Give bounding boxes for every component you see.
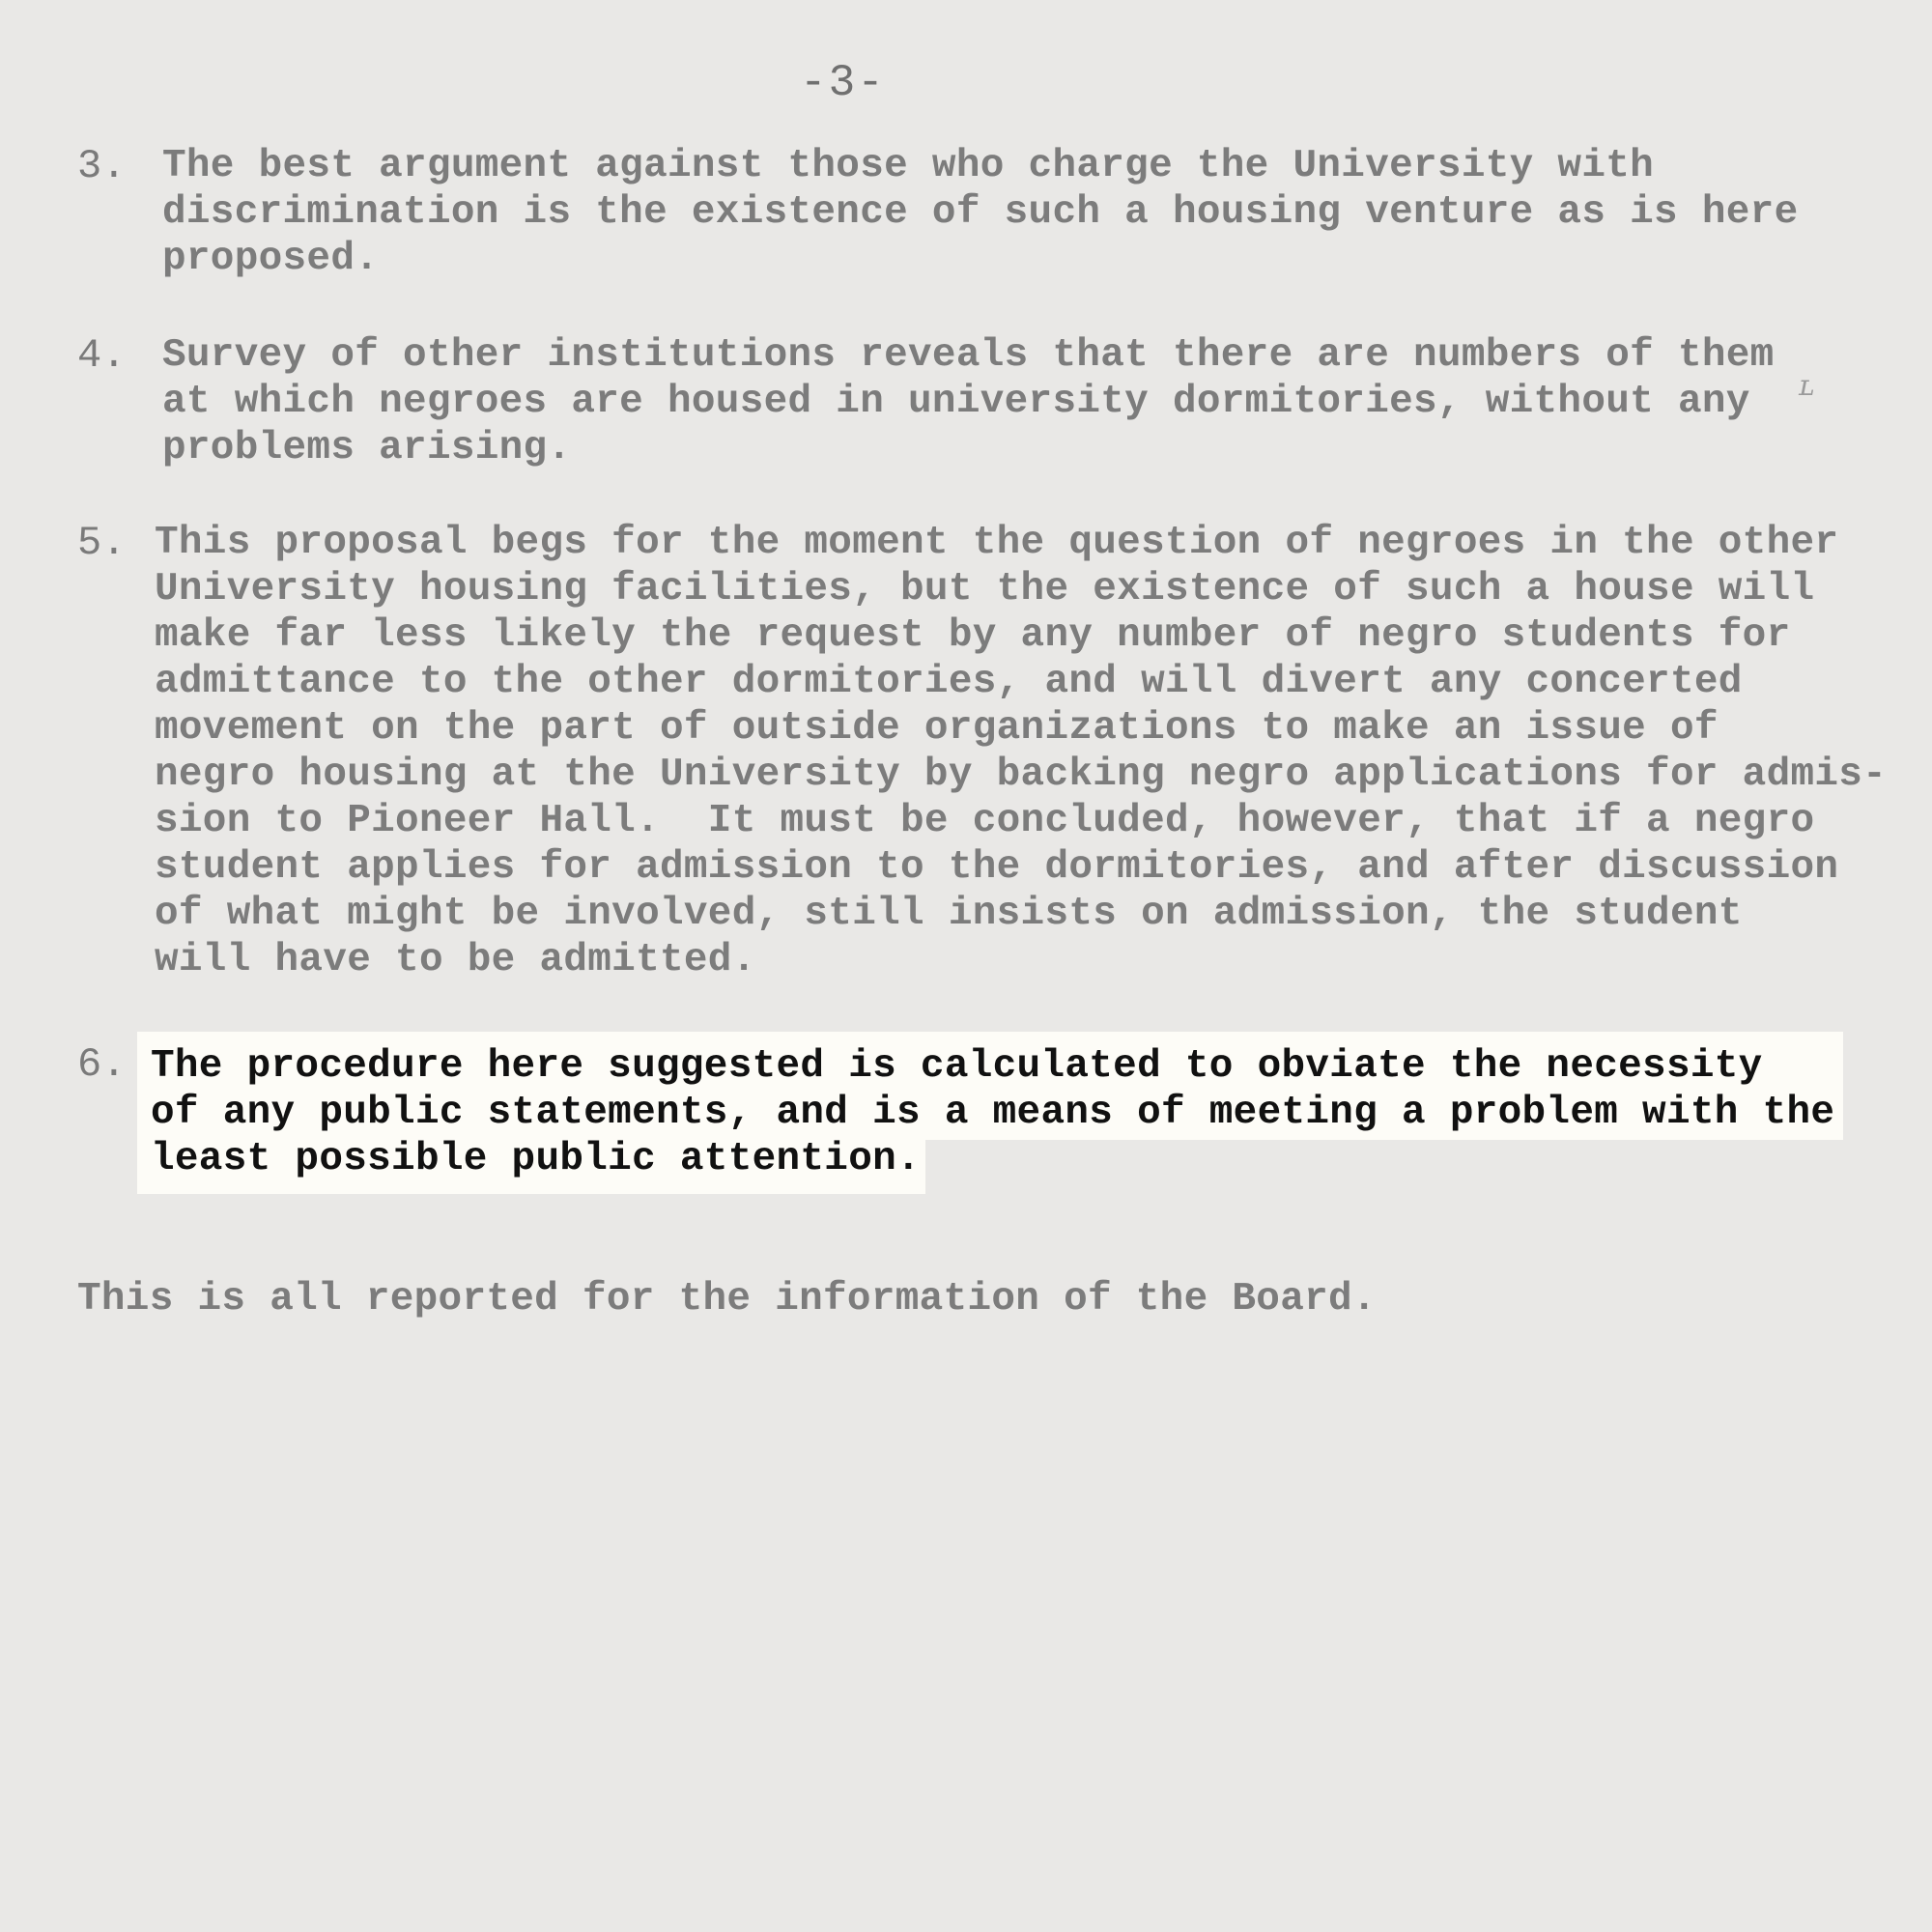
margin-check-mark: ʟ (1799, 369, 1815, 403)
item-number: 4. (77, 332, 127, 379)
item-number: 6. (77, 1041, 127, 1088)
text-line: at which negroes are housed in university dormitories, without any (162, 380, 1750, 424)
text-line: negro housing at the University by backing negro applications for admis- (155, 753, 1888, 797)
item-text (151, 1043, 1834, 1182)
text-line: sion to Pioneer Hall. It must be concluded, however, that if a negro (155, 799, 1815, 843)
text-line: University housing facilities, but the existence of such a house will (155, 567, 1815, 611)
text-line: student applies for admission to the dormitories, and after discussion (155, 845, 1839, 890)
text-line: discrimination is the existence of such a housing venture as is here (162, 190, 1799, 235)
item-number: 5. (77, 520, 127, 566)
text-line: The best argument against those who charge the University with (162, 144, 1655, 188)
item-text (155, 520, 1887, 983)
text-line: problems arising. (162, 426, 572, 470)
text-line: This proposal begs for the moment the question of negroes in the other (155, 521, 1839, 565)
text-line: proposed. (162, 237, 380, 281)
text-line: of any public statements, and is a means of meeting a problem with the (151, 1091, 1835, 1135)
item-number: 3. (77, 143, 127, 189)
closing-statement: This is all reported for the information of the Board. (77, 1277, 1377, 1321)
text-line: make far less likely the request by any number of negro students for (155, 613, 1791, 658)
text-line: The procedure here suggested is calculated to obviate the necessity (151, 1044, 1763, 1089)
item-text (162, 332, 1775, 471)
text-line: least possible public attention. (151, 1137, 921, 1181)
page-number: -3- (800, 58, 886, 108)
text-line: movement on the part of outside organizations to make an issue of (155, 706, 1719, 751)
text-line: admittance to the other dormitories, and will divert any concerted (155, 660, 1743, 704)
text-line: will have to be admitted. (155, 938, 756, 982)
text-line: Survey of other institutions reveals that there are numbers of them (162, 333, 1775, 378)
item-text (162, 143, 1798, 282)
text-line: of what might be involved, still insists on admission, the student (155, 892, 1743, 936)
